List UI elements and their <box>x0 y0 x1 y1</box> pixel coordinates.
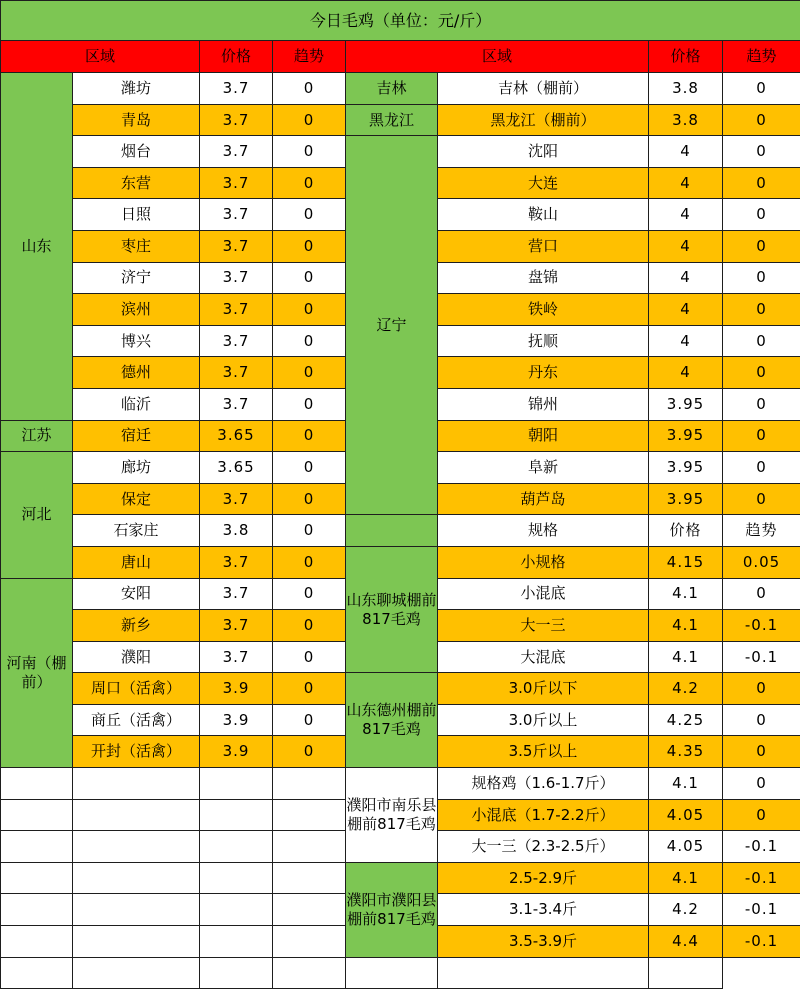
spec-name: 大混底 <box>438 641 649 673</box>
empty-cell <box>200 894 273 926</box>
spec-name: 规格 <box>438 515 649 547</box>
trend-value: 0 <box>273 73 346 105</box>
empty-cell <box>200 799 273 831</box>
trend-value: 0 <box>273 610 346 642</box>
trend-value: 0 <box>273 546 346 578</box>
price-value: 3.7 <box>200 167 273 199</box>
price-value: 4.1 <box>649 862 723 894</box>
price-value: 3.7 <box>200 199 273 231</box>
empty-cell <box>273 768 346 800</box>
header-price-right: 价格 <box>649 41 723 73</box>
trend-value: 0 <box>723 104 800 136</box>
price-value: 4 <box>649 294 723 326</box>
city-name: 保定 <box>73 483 200 515</box>
trend-value: 0 <box>723 325 800 357</box>
region-group-label: 黑龙江 <box>346 104 438 136</box>
city-name: 济宁 <box>73 262 200 294</box>
region-group-label: 河北 <box>1 452 73 578</box>
trend-value: -0.1 <box>723 926 800 958</box>
table-row <box>1 862 800 894</box>
city-name: 濮阳 <box>73 641 200 673</box>
price-value: 3.7 <box>200 388 273 420</box>
trend-value: 0 <box>723 578 800 610</box>
city-name: 滨州 <box>73 294 200 326</box>
trend-value: 0 <box>273 704 346 736</box>
spec-name: 大一三 <box>438 610 649 642</box>
price-value: 3.8 <box>649 104 723 136</box>
table-row <box>1 673 800 705</box>
spec-name: 阜新 <box>438 452 649 484</box>
trend-value: 0 <box>723 136 800 168</box>
price-value: 3.7 <box>200 262 273 294</box>
spec-name: 3.0斤以下 <box>438 673 649 705</box>
trend-value: 0 <box>723 420 800 452</box>
header-price: 价格 <box>200 41 273 73</box>
spec-name: 盘锦 <box>438 262 649 294</box>
price-value: 3.65 <box>200 452 273 484</box>
trend-value: 0 <box>273 136 346 168</box>
trend-value: 0 <box>723 167 800 199</box>
price-value: 4 <box>649 199 723 231</box>
price-value: 4 <box>649 262 723 294</box>
price-value: 4.25 <box>649 704 723 736</box>
city-name: 开封（活禽） <box>73 736 200 768</box>
spec-name: 丹东 <box>438 357 649 389</box>
empty-cell <box>1 926 73 958</box>
trend-value: 0 <box>273 578 346 610</box>
price-value: 3.9 <box>200 704 273 736</box>
region-group-label: 山东 <box>1 73 73 421</box>
region-group-label: 山东聊城棚前817毛鸡 <box>346 546 438 672</box>
empty-cell <box>1 862 73 894</box>
price-value: 3.95 <box>649 452 723 484</box>
trend-value: 0 <box>273 104 346 136</box>
price-value: 4 <box>649 167 723 199</box>
trend-value: 0 <box>723 73 800 105</box>
price-value: 4.1 <box>649 768 723 800</box>
trend-value: 0 <box>273 673 346 705</box>
region-group-label <box>346 515 438 547</box>
trend-value: 0 <box>723 357 800 389</box>
trend-value: 0 <box>273 199 346 231</box>
empty-cell <box>1 768 73 800</box>
region-group-label: 江苏 <box>1 420 73 452</box>
city-name: 德州 <box>73 357 200 389</box>
spec-name: 2.5-2.9斤 <box>438 862 649 894</box>
region-group-label: 山东德州棚前817毛鸡 <box>346 673 438 768</box>
trend-value: 0 <box>273 325 346 357</box>
trend-value: 0 <box>273 262 346 294</box>
spec-name: 大一三（2.3-2.5斤） <box>438 831 649 863</box>
header-row <box>1 41 800 73</box>
price-value: 4.05 <box>649 799 723 831</box>
empty-cell <box>1 894 73 926</box>
spec-name: 鞍山 <box>438 199 649 231</box>
trend-value: 0 <box>723 768 800 800</box>
city-name: 新乡 <box>73 610 200 642</box>
spec-name: 3.5斤以上 <box>438 736 649 768</box>
empty-cell <box>1 799 73 831</box>
price-value: 3.7 <box>200 230 273 262</box>
price-value: 3.7 <box>200 325 273 357</box>
table-row <box>1 768 800 800</box>
price-value: 4.05 <box>649 831 723 863</box>
price-value: 3.7 <box>200 578 273 610</box>
trend-value: 0 <box>273 452 346 484</box>
price-value: 3.95 <box>649 483 723 515</box>
price-value: 4 <box>649 136 723 168</box>
trend-value: 0.05 <box>723 546 800 578</box>
spec-name: 吉林（棚前） <box>438 73 649 105</box>
trend-value: 0 <box>723 452 800 484</box>
spec-name: 大连 <box>438 167 649 199</box>
empty-cell <box>273 894 346 926</box>
spec-name: 小混底（1.7-2.2斤） <box>438 799 649 831</box>
trend-value: 0 <box>723 294 800 326</box>
region-group-label: 濮阳市濮阳县棚前817毛鸡 <box>346 862 438 957</box>
empty-cell <box>273 926 346 958</box>
spec-name: 葫芦岛 <box>438 483 649 515</box>
empty-cell <box>73 768 200 800</box>
spec-name: 沈阳 <box>438 136 649 168</box>
city-name: 廊坊 <box>73 452 200 484</box>
price-value: 4.1 <box>649 641 723 673</box>
spec-name: 黑龙江（棚前） <box>438 104 649 136</box>
table-row <box>1 546 800 578</box>
region-group-label: 河南（棚前） <box>1 578 73 768</box>
empty-cell <box>273 799 346 831</box>
city-name: 石家庄 <box>73 515 200 547</box>
spec-name: 朝阳 <box>438 420 649 452</box>
trend-value: 0 <box>273 483 346 515</box>
price-value: 3.65 <box>200 420 273 452</box>
spec-name: 锦州 <box>438 388 649 420</box>
empty-cell <box>273 831 346 863</box>
city-name: 东营 <box>73 167 200 199</box>
empty-cell <box>200 926 273 958</box>
empty-cell <box>73 862 200 894</box>
price-value: 4.2 <box>649 673 723 705</box>
empty-cell <box>73 799 200 831</box>
table-row <box>1 104 800 136</box>
price-value: 4.4 <box>649 926 723 958</box>
price-value: 4 <box>649 230 723 262</box>
empty-cell <box>73 894 200 926</box>
price-value: 3.95 <box>649 420 723 452</box>
price-value: 4.1 <box>649 578 723 610</box>
trend-value: 0 <box>723 230 800 262</box>
trend-value: 0 <box>273 294 346 326</box>
empty-cell <box>200 862 273 894</box>
trend-value: 0 <box>723 262 800 294</box>
spec-name: 3.5-3.9斤 <box>438 926 649 958</box>
trend-value: -0.1 <box>723 641 800 673</box>
price-value: 3.7 <box>200 546 273 578</box>
city-name: 临沂 <box>73 388 200 420</box>
spec-name: 小混底 <box>438 578 649 610</box>
spec-name: 3.1-3.4斤 <box>438 894 649 926</box>
city-name: 周口（活禽） <box>73 673 200 705</box>
spec-name: 抚顺 <box>438 325 649 357</box>
price-value: 3.7 <box>200 610 273 642</box>
header-region-right: 区域 <box>346 41 649 73</box>
city-name: 青岛 <box>73 104 200 136</box>
empty-cell <box>1 831 73 863</box>
trend-value: 0 <box>723 673 800 705</box>
price-value: 3.7 <box>200 483 273 515</box>
trend-value: 0 <box>723 799 800 831</box>
empty-cell <box>73 831 200 863</box>
city-name: 烟台 <box>73 136 200 168</box>
city-name: 宿迁 <box>73 420 200 452</box>
price-value: 4 <box>649 325 723 357</box>
trend-value: 趋势 <box>723 515 800 547</box>
table-row <box>1 73 800 105</box>
price-value: 4.35 <box>649 736 723 768</box>
table-row <box>1 136 800 168</box>
trend-value: 0 <box>273 167 346 199</box>
city-name: 博兴 <box>73 325 200 357</box>
empty-cell <box>73 926 200 958</box>
region-group-label: 濮阳市南乐县棚前817毛鸡 <box>346 768 438 863</box>
empty-cell <box>200 831 273 863</box>
region-group-label: 辽宁 <box>346 136 438 515</box>
empty-cell <box>273 862 346 894</box>
header-trend-right: 趋势 <box>723 41 800 73</box>
spec-name: 规格鸡（1.6-1.7斤） <box>438 768 649 800</box>
price-value: 3.7 <box>200 641 273 673</box>
trend-value: 0 <box>723 388 800 420</box>
city-name: 唐山 <box>73 546 200 578</box>
spec-name: 小规格 <box>438 546 649 578</box>
price-value: 3.7 <box>200 104 273 136</box>
price-value: 4.2 <box>649 894 723 926</box>
price-value: 3.9 <box>200 736 273 768</box>
trend-value: 0 <box>723 199 800 231</box>
trend-value: 0 <box>273 515 346 547</box>
table-title: 今日毛鸡（单位：元/斤） <box>1 1 800 41</box>
table-row <box>1 515 800 547</box>
region-group-label: 吉林 <box>346 73 438 105</box>
city-name: 商丘（活禽） <box>73 704 200 736</box>
price-value: 3.8 <box>649 73 723 105</box>
trend-value: -0.1 <box>723 610 800 642</box>
city-name: 潍坊 <box>73 73 200 105</box>
price-value: 3.7 <box>200 73 273 105</box>
trend-value: 0 <box>273 641 346 673</box>
trend-value: -0.1 <box>723 862 800 894</box>
spec-name: 3.0斤以上 <box>438 704 649 736</box>
trend-value: 0 <box>723 483 800 515</box>
trend-value: 0 <box>723 704 800 736</box>
price-value: 4.1 <box>649 610 723 642</box>
trend-value: 0 <box>723 736 800 768</box>
trend-value: -0.1 <box>723 831 800 863</box>
trend-value: 0 <box>273 736 346 768</box>
city-name: 安阳 <box>73 578 200 610</box>
price-value: 价格 <box>649 515 723 547</box>
trend-value: 0 <box>273 230 346 262</box>
price-value: 3.95 <box>649 388 723 420</box>
header-trend: 趋势 <box>273 41 346 73</box>
trend-value: 0 <box>273 420 346 452</box>
trend-value: 0 <box>273 388 346 420</box>
price-value: 3.7 <box>200 357 273 389</box>
price-value: 4 <box>649 357 723 389</box>
city-name: 枣庄 <box>73 230 200 262</box>
spec-name: 营口 <box>438 230 649 262</box>
price-value: 3.8 <box>200 515 273 547</box>
trend-value: 0 <box>273 357 346 389</box>
trend-value: -0.1 <box>723 894 800 926</box>
spec-name: 铁岭 <box>438 294 649 326</box>
empty-cell <box>200 768 273 800</box>
price-value: 4.15 <box>649 546 723 578</box>
title-row <box>1 1 800 41</box>
header-region: 区域 <box>1 41 200 73</box>
price-value: 3.7 <box>200 294 273 326</box>
city-name: 日照 <box>73 199 200 231</box>
price-value: 3.7 <box>200 136 273 168</box>
price-value: 3.9 <box>200 673 273 705</box>
